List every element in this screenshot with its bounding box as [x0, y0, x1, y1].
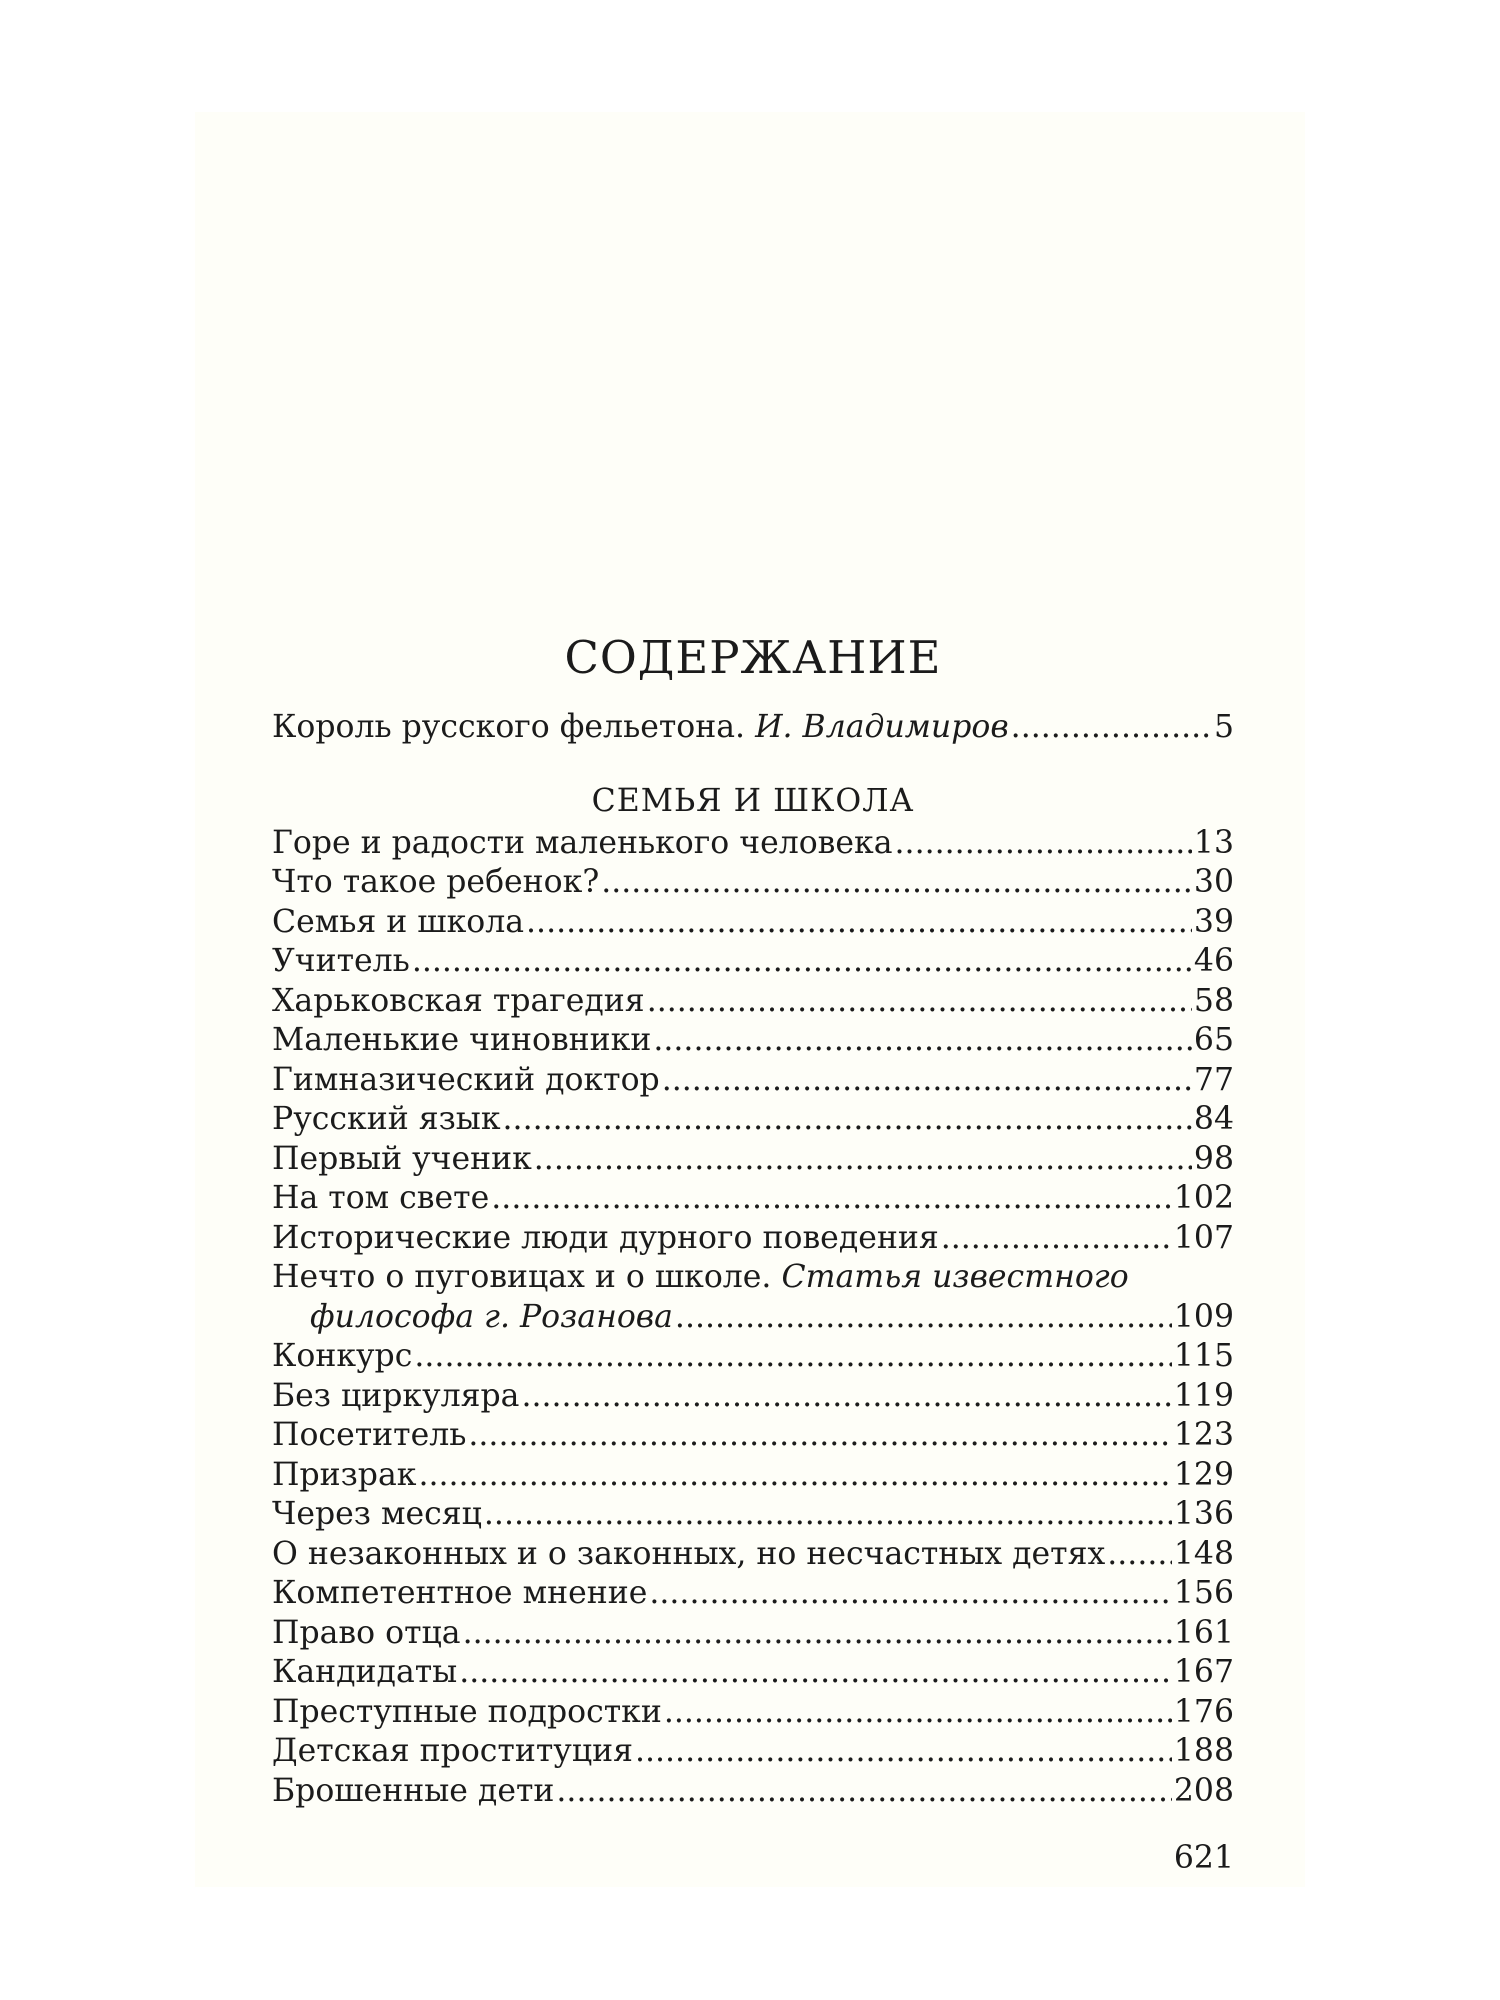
- dot-leader: [468, 1416, 1172, 1456]
- toc-entry-title: Горе и радости маленького человека: [272, 824, 893, 861]
- toc-entry: [272, 982, 1234, 1022]
- toc-entry-title: Компетентное мнение: [272, 1575, 648, 1611]
- toc-entry: [272, 1456, 1234, 1496]
- toc-page-number: 46: [1193, 943, 1234, 979]
- toc-page-number: 148: [1173, 1535, 1234, 1572]
- toc-entry-title: Детская проституция: [272, 1733, 633, 1769]
- toc-entry-title: Через месяц: [272, 1496, 482, 1532]
- toc-page-number: 84: [1193, 1101, 1234, 1137]
- dot-leader: [459, 1653, 1172, 1693]
- dot-leader: [653, 1021, 1192, 1061]
- toc-page-number: 188: [1173, 1733, 1234, 1769]
- toc-page-number: 98: [1193, 1140, 1234, 1177]
- toc-entry-title: Семья и школа: [272, 903, 525, 940]
- dot-leader: [635, 1732, 1172, 1772]
- toc-entry-title: Кандидаты: [272, 1654, 458, 1690]
- toc-page-number: 58: [1193, 982, 1234, 1019]
- toc-entry: [272, 863, 1234, 903]
- toc-page-number: 107: [1173, 1219, 1234, 1256]
- toc-entry: [272, 1100, 1234, 1140]
- toc-entry-title: Харьковская трагедия: [272, 982, 645, 1019]
- toc-entry-title: Призрак: [272, 1456, 417, 1493]
- toc-entry-title: Русский язык: [272, 1101, 501, 1137]
- toc-entry: [272, 1653, 1234, 1693]
- toc-page-number: 77: [1193, 1061, 1234, 1098]
- toc-entry-title: Брошенные дети: [272, 1772, 555, 1809]
- toc-entry: [272, 903, 1234, 943]
- toc-entry: [272, 1219, 1234, 1259]
- dot-leader: [556, 1772, 1171, 1812]
- dot-leader: [662, 1061, 1192, 1101]
- toc-page-number: 136: [1173, 1496, 1234, 1532]
- toc-page-number: 167: [1173, 1654, 1234, 1690]
- multi-entry-subtitle: Статья известного: [781, 1259, 1129, 1295]
- toc-page-number: 39: [1193, 903, 1234, 940]
- toc-entry-multiline: [272, 1258, 1234, 1337]
- toc-page-number: 129: [1173, 1456, 1234, 1493]
- toc-page-number: 208: [1173, 1772, 1234, 1809]
- toc-entry-title: Первый ученик: [272, 1140, 532, 1177]
- toc-entry: [272, 1140, 1234, 1180]
- toc-entry-title: Преступные подростки: [272, 1693, 662, 1730]
- dot-leader: [484, 1495, 1172, 1535]
- dot-leader: [412, 942, 1192, 982]
- table-of-contents: [272, 620, 1234, 1811]
- toc-page-number: 161: [1173, 1614, 1234, 1651]
- dot-leader: [521, 1377, 1171, 1417]
- toc-page-number: 13: [1193, 824, 1234, 861]
- page-number-folio: 621: [1173, 1840, 1234, 1876]
- dot-leader: [647, 982, 1192, 1022]
- toc-page-number: 102: [1173, 1180, 1234, 1216]
- toc-entry-title: Исторические люди дурного поведения: [272, 1219, 939, 1256]
- toc-page-number: 65: [1193, 1022, 1234, 1058]
- multi-entry-subtitle-cont: философа г. Розанова: [310, 1298, 673, 1335]
- toc-entry: [272, 1732, 1234, 1772]
- toc-entry: [272, 1061, 1234, 1101]
- toc-page-number: 5: [1213, 709, 1234, 745]
- dot-leader: [675, 1298, 1172, 1338]
- dot-leader: [649, 1574, 1172, 1614]
- toc-entry: [272, 1574, 1234, 1614]
- toc-entry-title: О незаконных и о законных, но несчастных детях: [272, 1535, 1106, 1572]
- toc-page-number: 115: [1173, 1338, 1234, 1374]
- toc-entry: [272, 1337, 1234, 1377]
- toc-entry-title: Право отца: [272, 1614, 461, 1651]
- toc-entry: [272, 824, 1234, 864]
- toc-entry: [272, 1772, 1234, 1812]
- toc-page-number: 119: [1173, 1377, 1234, 1414]
- toc-entry-title: Конкурс: [272, 1338, 413, 1374]
- toc-entry-title: [272, 708, 1009, 748]
- toc-page-number: 109: [1173, 1298, 1234, 1335]
- toc-entries: [272, 824, 1234, 1259]
- dot-leader: [534, 1140, 1192, 1180]
- toc-entry: [272, 1614, 1234, 1654]
- toc-entry: [272, 1535, 1234, 1575]
- toc-entry: [272, 1179, 1234, 1219]
- toc-entry-title: Гимназический доктор: [272, 1061, 660, 1098]
- toc-entry: [272, 942, 1234, 982]
- toc-entries-after: [272, 1337, 1234, 1811]
- dot-leader: [1011, 708, 1212, 748]
- toc-page-number: 30: [1193, 864, 1234, 900]
- toc-entry-title: Что такое ребенок?: [272, 864, 600, 900]
- dot-leader: [503, 1100, 1192, 1140]
- toc-entry-intro: [272, 708, 1234, 748]
- dot-leader: [895, 824, 1192, 864]
- dot-leader: [414, 1337, 1172, 1377]
- toc-entry-title: [272, 1258, 1234, 1298]
- dot-leader: [1107, 1535, 1172, 1575]
- toc-entry: [272, 1021, 1234, 1061]
- toc-entry-title: Посетитель: [272, 1417, 467, 1453]
- dot-leader: [463, 1614, 1172, 1654]
- multi-entry-title: Нечто о пуговицах и о школе.: [272, 1259, 772, 1295]
- intro-author: И. Владимиров: [755, 709, 1009, 745]
- toc-entry: [272, 1416, 1234, 1456]
- toc-page-number: 156: [1173, 1575, 1234, 1611]
- toc-entry-title: На том свете: [272, 1180, 490, 1216]
- section-title: СЕМЬЯ И ШКОЛА: [591, 782, 915, 819]
- toc-entry-continuation: [272, 1298, 1234, 1338]
- toc-entry: [272, 1377, 1234, 1417]
- toc-page-number: 123: [1173, 1417, 1234, 1453]
- dot-leader: [941, 1219, 1172, 1259]
- toc-entry-title: Учитель: [272, 943, 410, 979]
- toc-page-number: 176: [1173, 1693, 1234, 1730]
- dot-leader: [664, 1693, 1172, 1733]
- dot-leader: [491, 1179, 1172, 1219]
- toc-entry: [272, 1495, 1234, 1535]
- dot-leader: [526, 903, 1192, 943]
- toc-entry-title: Маленькие чиновники: [272, 1022, 652, 1058]
- toc-entry-title: Без циркуляра: [272, 1377, 520, 1414]
- dot-leader: [418, 1456, 1171, 1496]
- toc-heading: СОДЕРЖАНИЕ: [564, 631, 942, 684]
- toc-entry: [272, 1693, 1234, 1733]
- intro-title: Король русского фельетона.: [272, 709, 746, 745]
- dot-leader: [601, 863, 1192, 903]
